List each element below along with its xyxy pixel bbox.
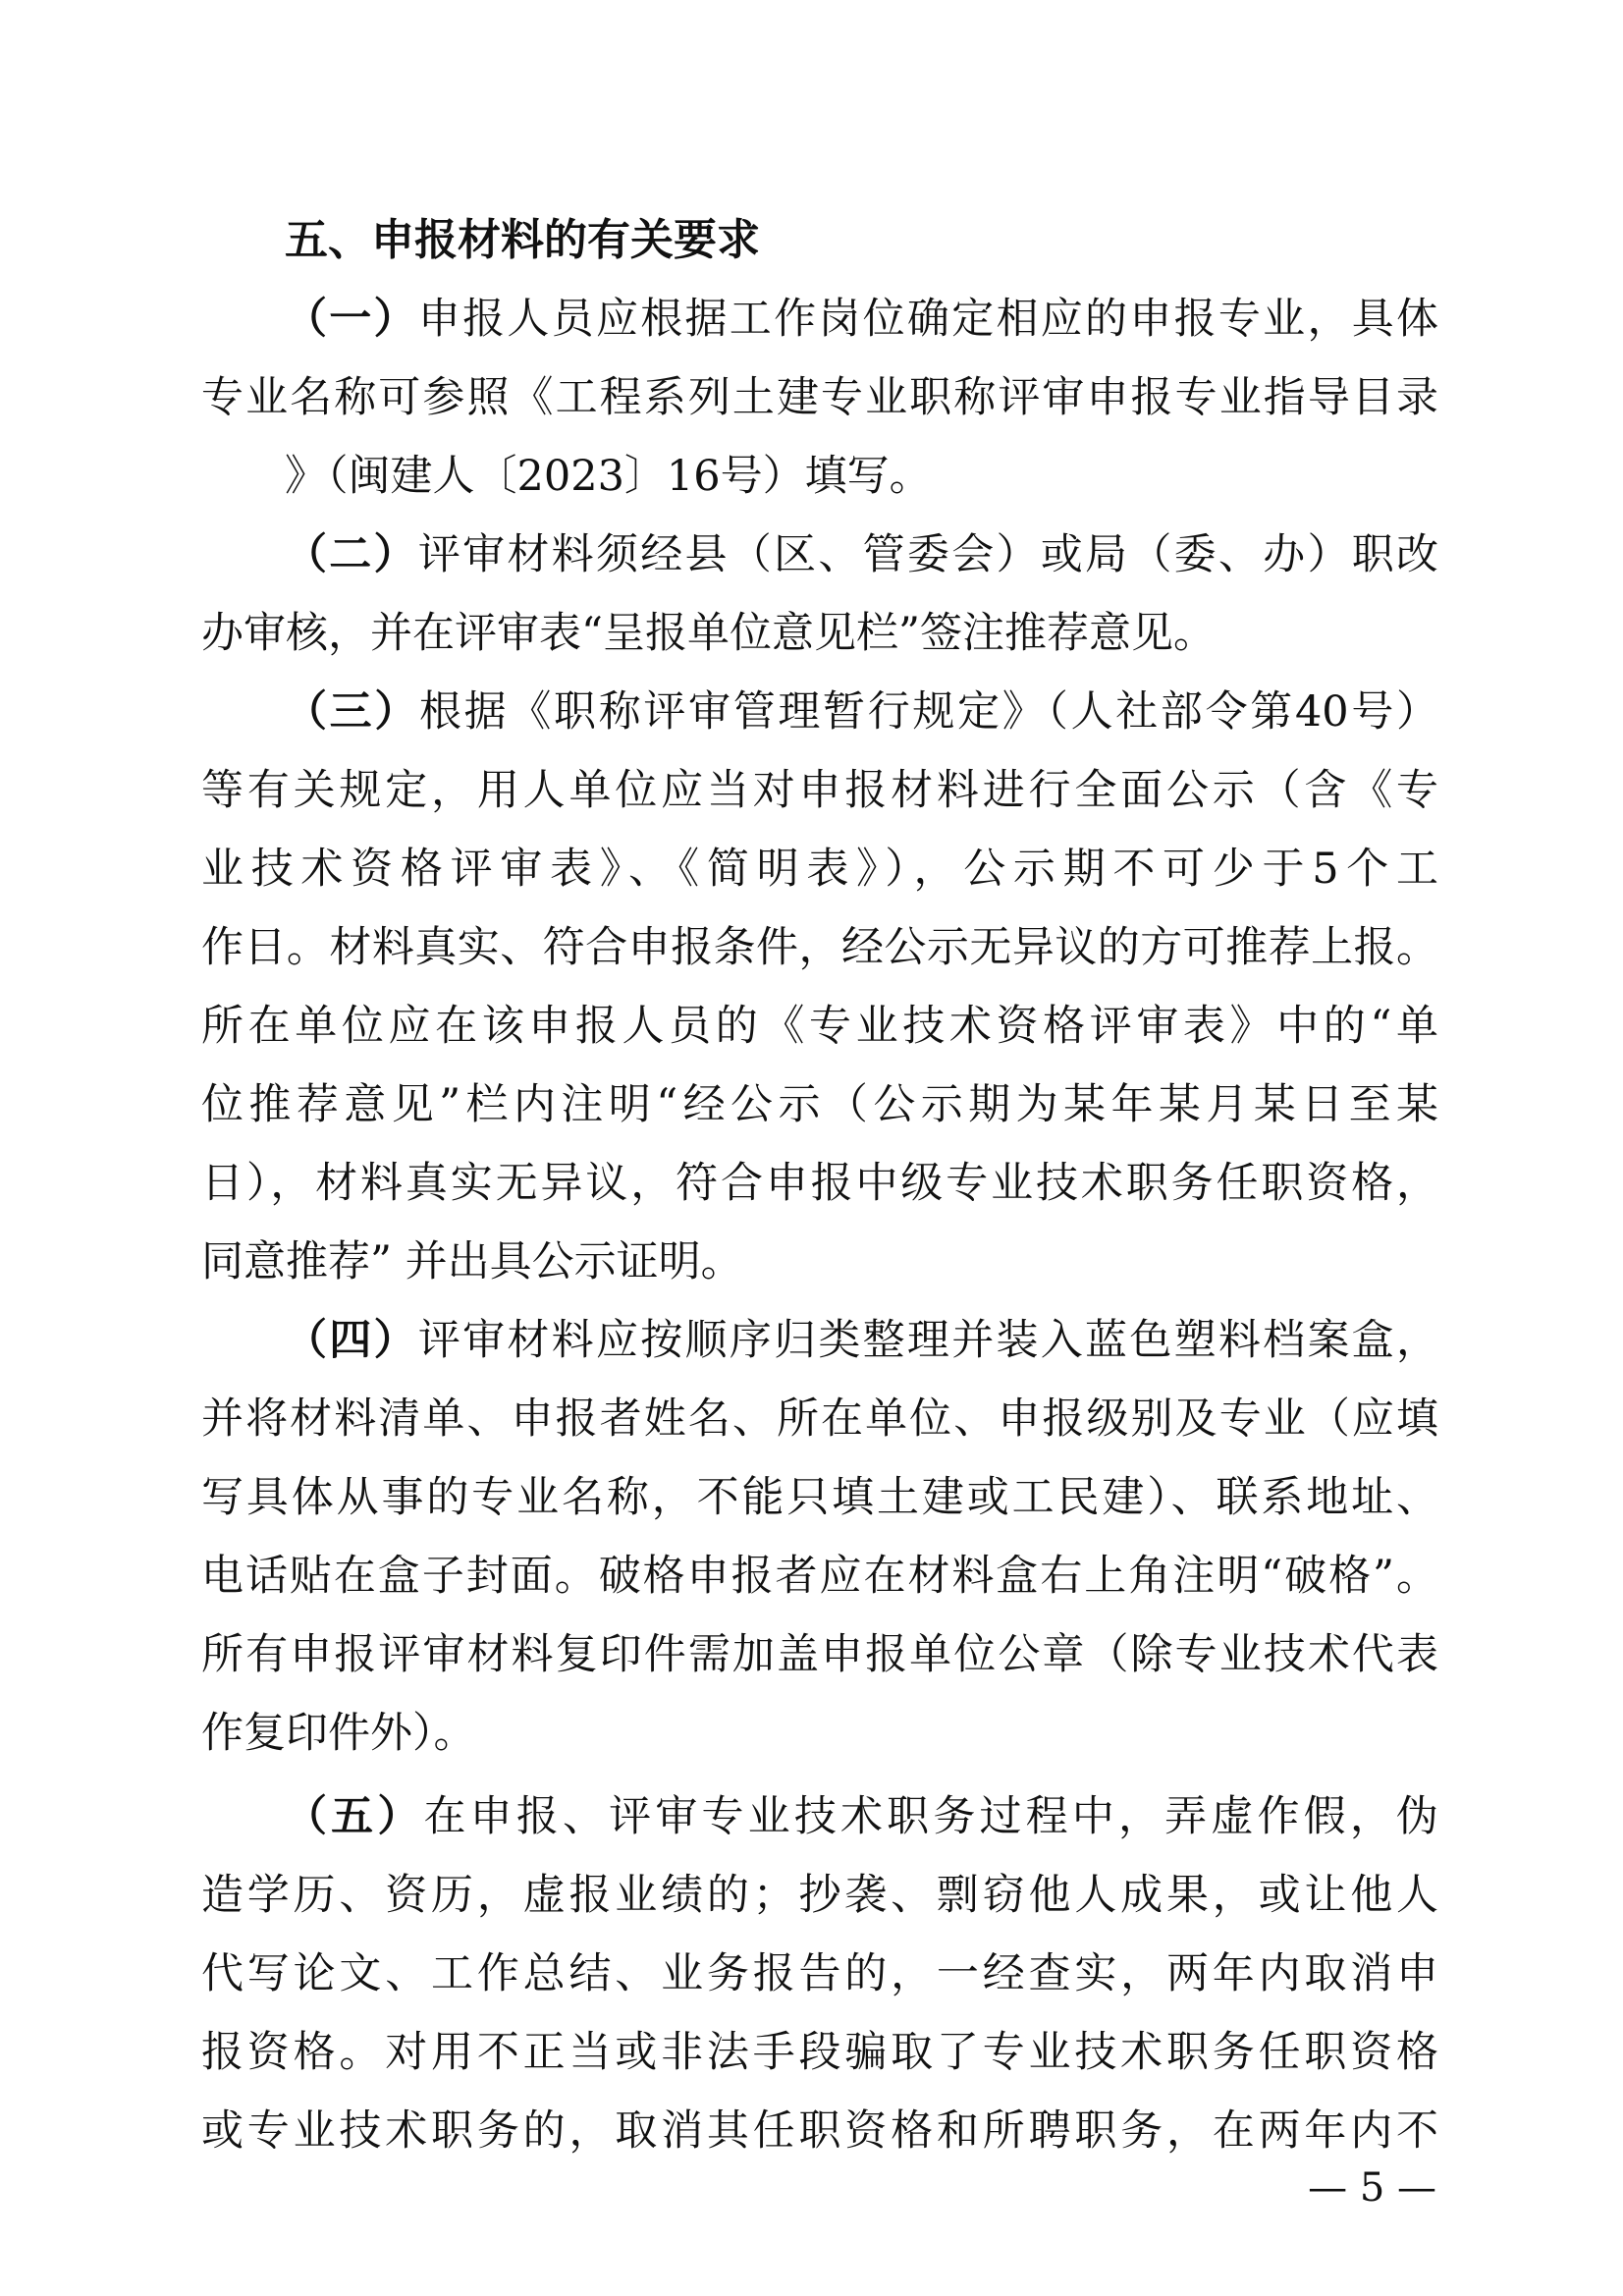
section-heading: 五、申报材料的有关要求 [285, 215, 760, 265]
paragraph-3-line-3: 业技术资格评审表》、《简明表》），公示期不可少于5个工 [201, 845, 1438, 894]
paragraph-3-line-6: 位推荐意见”栏内注明“经公示（公示期为某年某月某日至某 [201, 1080, 1438, 1129]
paragraph-3-line-2: 等有关规定，用人单位应当对申报材料进行全面公示（含《专 [201, 766, 1438, 815]
paragraph-5-line-5: 或专业技术职务的，取消其任职资格和所聘职务，在两年内不 [201, 2106, 1438, 2156]
paragraph-5-label: （五） [285, 1792, 424, 1841]
paragraph-4-line-5: 所有申报评审材料复印件需加盖申报单位公章（除专业技术代表 [201, 1630, 1438, 1679]
paragraph-5-line-1: （五）在申报、评审专业技术职务过程中，弄虚作假，伪 [285, 1792, 1438, 1841]
paragraph-4-line-2: 并将材料清单、申报者姓名、所在单位、申报级别及专业（应填 [201, 1394, 1438, 1444]
paragraph-2-line-2: 办审核，并在评审表“呈报单位意见栏”签注推荐意见。 [201, 609, 1216, 658]
paragraph-4-line-1: （四）评审材料应按顺序归类整理并装入蓝色塑料档案盒， [285, 1316, 1438, 1365]
paragraph-3-line-8: 同意推荐” 并出具公示证明。 [201, 1237, 743, 1286]
paragraph-4-label: （四） [285, 1316, 418, 1365]
paragraph-5-line-4: 报资格。对用不正当或非法手段骗取了专业技术职务任职资格 [201, 2028, 1438, 2077]
paragraph-1-line-2: 专业名称可参照《工程系列土建专业职称评审申报专业指导目录 [201, 373, 1438, 422]
paragraph-4-line-3: 写具体从事的专业名称，不能只填土建或工民建）、联系地址、 [201, 1473, 1438, 1522]
paragraph-2-line-1: （二）评审材料须经县（区、管委会）或局（委、办）职改 [285, 530, 1438, 579]
paragraph-1-line-3: 》（闽建人〔2023〕16号）填写。 [285, 452, 932, 501]
paragraph-3-line-7: 日），材料真实无异议，符合申报中级专业技术职务任职资格， [201, 1159, 1438, 1208]
paragraph-4-line-4: 电话贴在盒子封面。破格申报者应在材料盒右上角注明“破格”。 [201, 1552, 1438, 1601]
paragraph-3-line-5: 所在单位应在该申报人员的《专业技术资格评审表》中的“单 [201, 1002, 1438, 1051]
paragraph-3-line-4: 作日。材料真实、符合申报条件，经公示无异议的方可推荐上报。 [201, 923, 1438, 972]
paragraph-5-line-3: 代写论文、工作总结、业务报告的，一经查实，两年内取消申 [201, 1949, 1438, 1998]
paragraph-3-label: （三） [285, 687, 420, 737]
paragraph-1-line-1: （一）申报人员应根据工作岗位确定相应的申报专业，具体 [285, 295, 1438, 344]
paragraph-4-line-6: 作复印件外）。 [201, 1709, 476, 1758]
paragraph-3-line-1: （三）根据《职称评审管理暂行规定》（人社部令第40号） [285, 687, 1438, 737]
page-number: — 5 — [1308, 2165, 1436, 2211]
paragraph-5-line-2: 造学历、资历，虚报业绩的；抄袭、剽窃他人成果，或让他人 [201, 1871, 1438, 1920]
paragraph-1-label: （一） [285, 295, 418, 344]
paragraph-2-label: （二） [285, 530, 418, 579]
